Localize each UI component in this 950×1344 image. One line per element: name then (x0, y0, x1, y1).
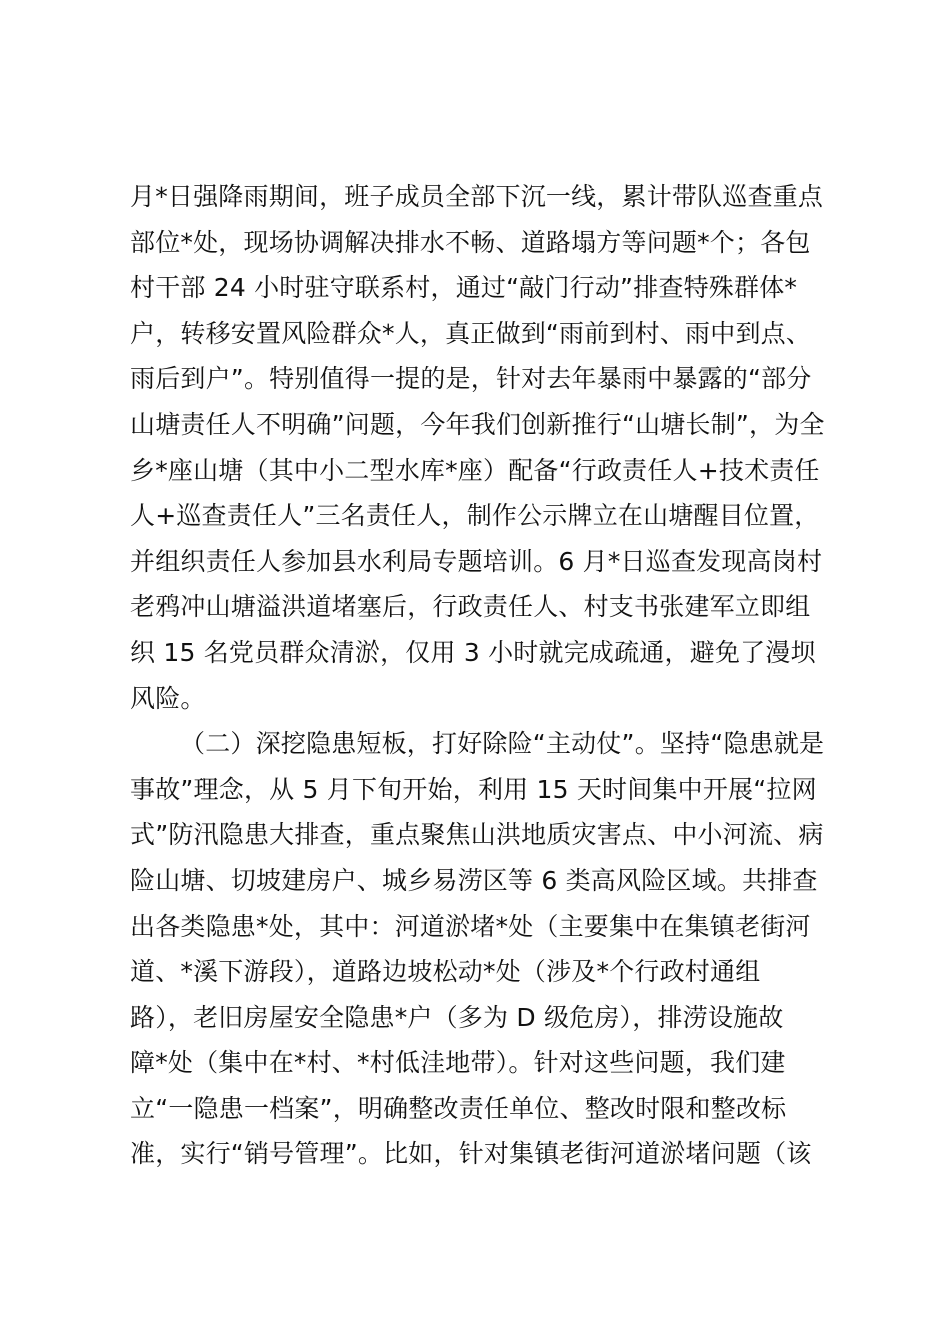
text-line: 织 15 名党员群众清淤，仅用 3 小时就完成疏通，避免了漫坝 (130, 637, 816, 667)
text-line: 村干部 24 小时驻守联系村，通过“敲门行动”排查特殊群体* (130, 273, 798, 303)
text-line: 月*日强降雨期间，班子成员全部下沉一线，累计带队巡查重点 (130, 182, 824, 211)
text-line: 路），老旧房屋安全隐患*户（多为 D 级危房），排涝设施故 (130, 1002, 784, 1032)
text-line: 并组织责任人参加县水利局专题培训。6 月*日巡查发现高岗村 (130, 546, 823, 576)
text-line: 障*处（集中在*村、*村低洼地带）。针对这些问题，我们建 (130, 1048, 786, 1078)
body-text (130, 174, 850, 1177)
text-line: 式”防汛隐患大排查，重点聚焦山洪地质灾害点、中小河流、病 (130, 820, 824, 850)
text-line: 乡*座山塘（其中小二型水库*座）配备“行政责任人+技术责任 (130, 455, 820, 485)
text-line: 户，转移安置风险群众*人，真正做到“雨前到村、雨中到点、 (130, 318, 812, 348)
text-line: 道、*溪下游段），道路边坡松动*处（涉及*个行政村通组 (130, 957, 761, 987)
text-line: 准，实行“销号管理”。比如，针对集镇老街河道淤堵问题（该 (130, 1139, 812, 1169)
text-line: 险山塘、切坡建房户、城乡易涝区等 6 类高风险区域。共排查 (130, 865, 818, 895)
text-line: 部位*处，现场协调解决排水不畅、道路塌方等问题*个；各包 (130, 227, 811, 257)
section-heading-line: （二）深挖隐患短板，打好除险“主动仗”。坚持“隐患就是 (180, 729, 825, 759)
text-line: 立“一隐患一档案”，明确整改责任单位、整改时限和整改标 (130, 1093, 787, 1123)
text-line: 雨后到户”。特别值得一提的是，针对去年暴雨中暴露的“部分 (130, 364, 812, 394)
text-line: 事故”理念，从 5 月下旬开始，利用 15 天时间集中开展“拉网 (130, 774, 817, 804)
text-line: 风险。 (130, 683, 206, 713)
text-line: 山塘责任人不明确”问题，今年我们创新推行“山塘长制”，为全 (130, 409, 825, 439)
text-line: 人+巡查责任人”三名责任人，制作公示牌立在山塘醒目位置， (130, 501, 820, 531)
text-line: 老鸦冲山塘溢洪道堵塞后，行政责任人、村支书张建军立即组 (130, 592, 811, 622)
text-line: 出各类隐患*处，其中：河道淤堵*处（主要集中在集镇老街河 (130, 911, 811, 941)
